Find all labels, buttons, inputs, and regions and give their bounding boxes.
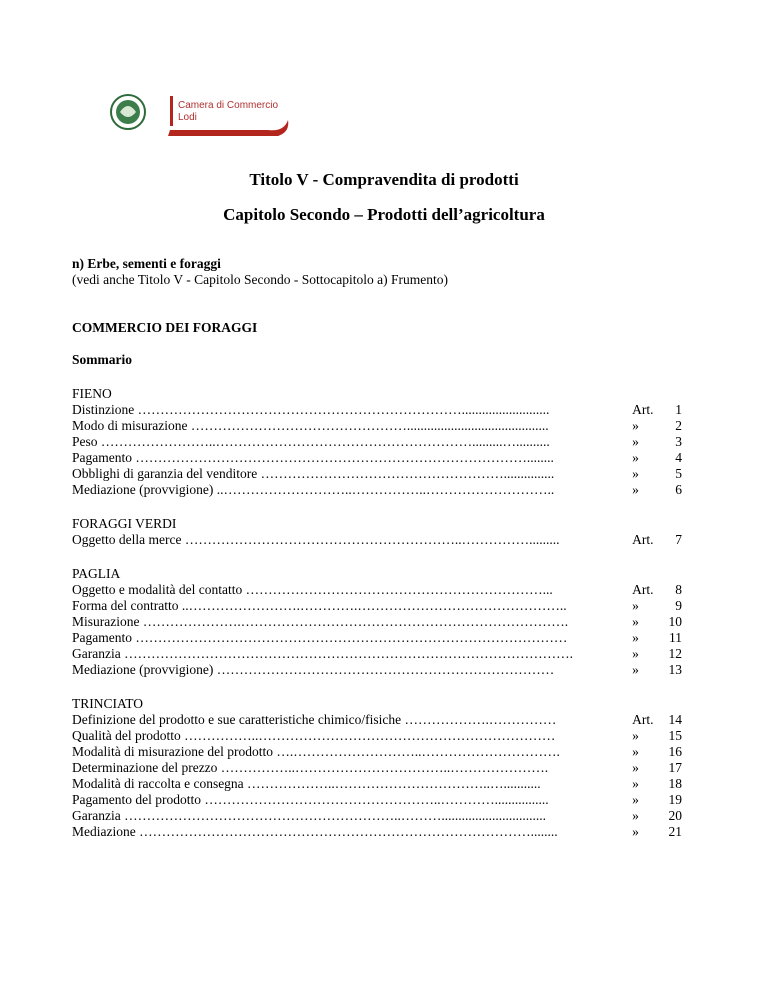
toc-label: Pagamento ……………………………………………………………………………........ xyxy=(72,450,554,465)
toc-label: Modalità di raccolta e consegna ………………..……………………………..…........... xyxy=(72,776,541,791)
toc-row xyxy=(72,532,682,548)
toc-prefix: » xyxy=(632,744,639,759)
toc-prefix: » xyxy=(632,776,639,791)
toc-row xyxy=(72,808,682,824)
toc-row xyxy=(72,792,682,808)
toc-row xyxy=(72,776,682,792)
toc-row xyxy=(72,744,682,760)
toc-group-name: PAGLIA xyxy=(72,566,121,581)
subsection xyxy=(72,256,448,288)
toc-label: Distinzione ……………………………………………………………….......................... xyxy=(72,402,550,417)
toc-label: Pagamento del prodotto ……………………………………………..…………................ xyxy=(72,792,549,807)
toc-row xyxy=(72,434,682,450)
toc-prefix: » xyxy=(632,598,639,613)
toc-prefix: » xyxy=(632,434,639,449)
toc-row xyxy=(72,646,682,662)
summary-label: Sommario xyxy=(72,352,132,367)
toc-number: 7 xyxy=(675,532,682,547)
toc-group-name: FIENO xyxy=(72,386,112,401)
toc-group-name: TRINCIATO xyxy=(72,696,144,711)
toc-prefix: » xyxy=(632,792,639,807)
toc-row xyxy=(72,630,682,646)
toc-label: Mediazione ……………………………………………………………………………........ xyxy=(72,824,558,839)
toc-number: 20 xyxy=(668,808,682,823)
toc-label: Obblighi di garanzia del venditore ………………………………………………............... xyxy=(72,466,555,481)
toc-number: 16 xyxy=(668,744,682,759)
toc-prefix: » xyxy=(632,630,639,645)
org-name xyxy=(178,100,278,124)
toc-prefix: Art. xyxy=(632,402,654,417)
document-title: Titolo V - Compravendita di prodotti xyxy=(249,170,519,189)
toc-label: Peso ……………………..………………………………………………….........….......... xyxy=(72,434,550,449)
org-name-line1: Camera di Commercio xyxy=(178,100,279,111)
toc-prefix: Art. xyxy=(632,712,654,727)
section-title: COMMERCIO DEI FORAGGI xyxy=(72,320,258,335)
toc-row xyxy=(72,466,682,482)
toc-prefix: » xyxy=(632,760,639,775)
toc-label: Mediazione (provvigione) ………………………………………………………………… xyxy=(72,662,555,677)
toc-prefix: » xyxy=(632,418,639,433)
toc-row xyxy=(72,760,682,776)
toc-number: 13 xyxy=(668,662,682,677)
toc-prefix: » xyxy=(632,614,639,629)
subsection-note: (vedi anche Titolo V - Capitolo Secondo - Sottocapitolo a) Frumento) xyxy=(72,272,448,287)
toc-number: 2 xyxy=(675,418,682,433)
toc-row xyxy=(72,662,682,678)
toc-number: 12 xyxy=(668,646,682,661)
toc-number: 18 xyxy=(668,776,682,791)
toc-row xyxy=(72,402,682,418)
toc-number: 11 xyxy=(669,630,682,645)
toc-number: 9 xyxy=(675,598,682,613)
toc-number: 5 xyxy=(675,466,682,481)
toc-label: Definizione del prodotto e sue caratteristiche chimico/fisiche ……………….…………… xyxy=(72,712,557,727)
toc-number: 3 xyxy=(675,434,682,449)
toc-prefix: » xyxy=(632,808,639,823)
toc-group-paglia xyxy=(72,566,682,678)
toc-row xyxy=(72,728,682,744)
toc-label: Forma del contratto ..…………………….………….……………………………………….. xyxy=(72,598,567,613)
toc-number: 1 xyxy=(675,402,682,417)
toc-prefix: » xyxy=(632,482,639,497)
chapter-title: Capitolo Secondo – Prodotti dell’agricoltura xyxy=(223,205,545,224)
toc-prefix: » xyxy=(632,728,639,743)
toc-prefix: » xyxy=(632,466,639,481)
toc-label: Oggetto della merce ……………………………………………………..……………......... xyxy=(72,532,560,547)
toc-number: 21 xyxy=(668,824,682,839)
toc-row xyxy=(72,598,682,614)
toc-number: 17 xyxy=(668,760,682,775)
toc-group-name: FORAGGI VERDI xyxy=(72,516,177,531)
toc-row xyxy=(72,614,682,630)
toc-prefix: » xyxy=(632,450,639,465)
subsection-heading: n) Erbe, sementi e foraggi xyxy=(72,256,221,271)
toc-label: Modalità di misurazione del prodotto ….………………………..…………………………. xyxy=(72,744,560,759)
toc-prefix: » xyxy=(632,662,639,677)
toc-row xyxy=(72,712,682,728)
toc-row xyxy=(72,418,682,434)
toc-label: Mediazione (provvigione) ..………………………..……………..……………………….. xyxy=(72,482,555,497)
toc-number: 15 xyxy=(668,728,682,743)
toc-number: 8 xyxy=(675,582,682,597)
toc-row xyxy=(72,482,682,498)
toc-number: 4 xyxy=(675,450,682,465)
org-name-line2: Lodi xyxy=(178,112,197,123)
toc-label: Pagamento …………………………………………………………………………………… xyxy=(72,630,568,645)
toc-prefix: » xyxy=(632,646,639,661)
toc-label: Determinazione del prezzo ……………..……………………………..…………………. xyxy=(72,760,549,775)
toc-label: Oggetto e modalità del contatto …………………………………………………………... xyxy=(72,582,553,597)
toc-row xyxy=(72,824,682,840)
toc-row xyxy=(72,582,682,598)
toc-number: 10 xyxy=(668,614,682,629)
toc-prefix: » xyxy=(632,824,639,839)
toc-number: 14 xyxy=(668,712,682,727)
toc-label: Modo di misurazione ………………………………………….......................................... xyxy=(72,418,549,433)
toc-group-trinciato xyxy=(72,696,682,840)
toc-group-fieno xyxy=(72,386,682,498)
toc-label: Misurazione ………………….………………………………………………………………. xyxy=(72,614,569,629)
toc-row xyxy=(72,450,682,466)
toc-label: Garanzia ………………………………………………………………………………………. xyxy=(72,646,573,661)
toc-prefix: Art. xyxy=(632,582,654,597)
toc-number: 6 xyxy=(675,482,682,497)
toc-group-foraggi-verdi xyxy=(72,516,682,548)
toc-prefix: Art. xyxy=(632,532,654,547)
toc-label: Garanzia ……………………………………………………..………............................... xyxy=(72,808,546,823)
toc-label: Qualità del prodotto ……………..………………………………………………………… xyxy=(72,728,556,743)
toc-number: 19 xyxy=(668,792,682,807)
